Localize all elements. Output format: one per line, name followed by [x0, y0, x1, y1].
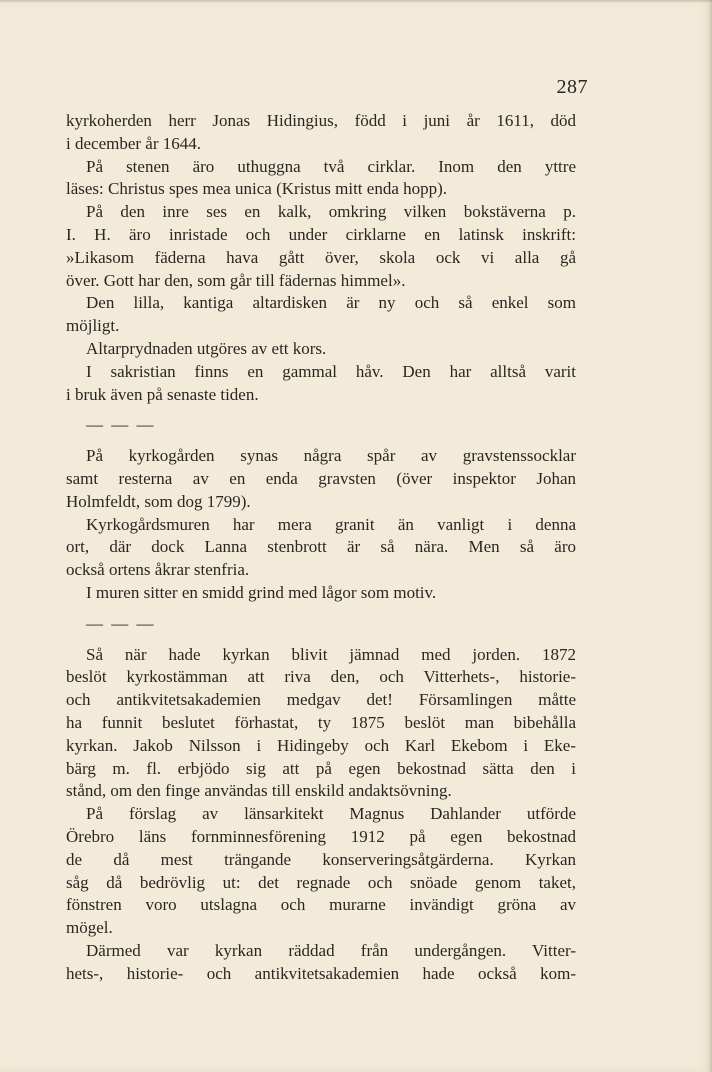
section-divider: — — —	[86, 415, 156, 435]
text-line: stånd, om den finge användas till enskild andaktsövning.	[66, 781, 452, 801]
text-line: I sakristian finns en gammal håv. Den har alltså varit	[86, 361, 576, 381]
text-line: I. H. äro inristade och under cirklarne en latinsk inskrift:	[66, 224, 576, 244]
text-line: läses: Christus spes mea unica (Kristus mitt enda hopp).	[66, 179, 448, 199]
text-line: Altarprydnaden utgöres av ett kors.	[86, 338, 327, 358]
text-line: samt resterna av en enda gravsten (över inspektor Johan	[66, 468, 576, 488]
section-gap	[66, 636, 576, 644]
text-line: mögel.	[66, 918, 113, 938]
text-line: På förslag av länsarkitekt Magnus Dahlander utförde	[86, 804, 576, 824]
section-gap	[66, 437, 576, 445]
text-line: och antikvitetsakademien medgav det! Församlingen måtte	[66, 690, 576, 710]
page-top-edge	[0, 0, 712, 3]
text-line: de då mest trängande konserveringsåtgärderna. Kyrkan	[66, 849, 576, 869]
text-line: På den inre ses en kalk, omkring vilken bokstäverna p.	[86, 202, 576, 222]
section-gap	[66, 406, 576, 414]
text-line: också ortens åkrar stenfria.	[66, 560, 250, 580]
text-line: Kyrkogårdsmuren har mera granit än vanligt i denna	[86, 514, 576, 534]
text-line: beslöt kyrkostämman att riva den, och Vitterhets-, historie-	[66, 667, 576, 687]
text-line: kyrkoherden herr Jonas Hidingius, född i juni år 1611, död	[66, 111, 576, 130]
text-line: ha funnit beslutet förhastat, ty 1875 beslöt man bibehålla	[66, 712, 576, 732]
text-line: ort, där dock Lanna stenbrott är så nära. Men så äro	[66, 537, 576, 557]
text-line: över. Gott har den, som går till fädernas himmel».	[66, 270, 406, 290]
text-line: möjligt.	[66, 316, 120, 336]
text-line: i bruk även på senaste tiden.	[66, 384, 259, 404]
section-gap	[66, 605, 576, 613]
text-line: Örebro läns fornminnesförening 1912 på egen bekostnad	[66, 826, 576, 846]
text-line: hets-, historie- och antikvitetsakademien hade också kom-	[66, 963, 576, 983]
page-number: 287	[556, 76, 588, 98]
text-line: På kyrkogården synas några spår av gravstenssocklar	[86, 446, 576, 466]
page-right-edge	[708, 0, 712, 1072]
text-line: Holmfeldt, som dog 1799).	[66, 491, 251, 511]
text-line: såg då bedrövlig ut: det regnade och snöade genom taket,	[66, 872, 576, 892]
text-line: i december år 1644.	[66, 133, 201, 153]
body-text	[66, 110, 576, 985]
text-line: På stenen äro uthuggna två cirklar. Inom den yttre	[86, 156, 576, 176]
text-line: Därmed var kyrkan räddad från undergången. Vitter-	[86, 940, 576, 960]
text-line: fönstren voro utslagna och murarne invändigt gröna av	[66, 895, 576, 915]
text-line: kyrkan. Jakob Nilsson i Hidingeby och Karl Ekebom i Eke-	[66, 735, 576, 755]
text-line: »Likasom fäderna hava gått över, skola ock vi alla gå	[66, 247, 576, 267]
text-line: Den lilla, kantiga altardisken är ny och så enkel som	[86, 293, 576, 313]
text-line: Så när hade kyrkan blivit jämnad med jorden. 1872	[86, 644, 576, 664]
text-line: I muren sitter en smidd grind med lågor som motiv.	[86, 582, 437, 602]
section-divider: — — —	[86, 613, 156, 633]
text-line: bärg m. fl. erbjödo sig att på egen bekostnad sätta den i	[66, 758, 576, 778]
